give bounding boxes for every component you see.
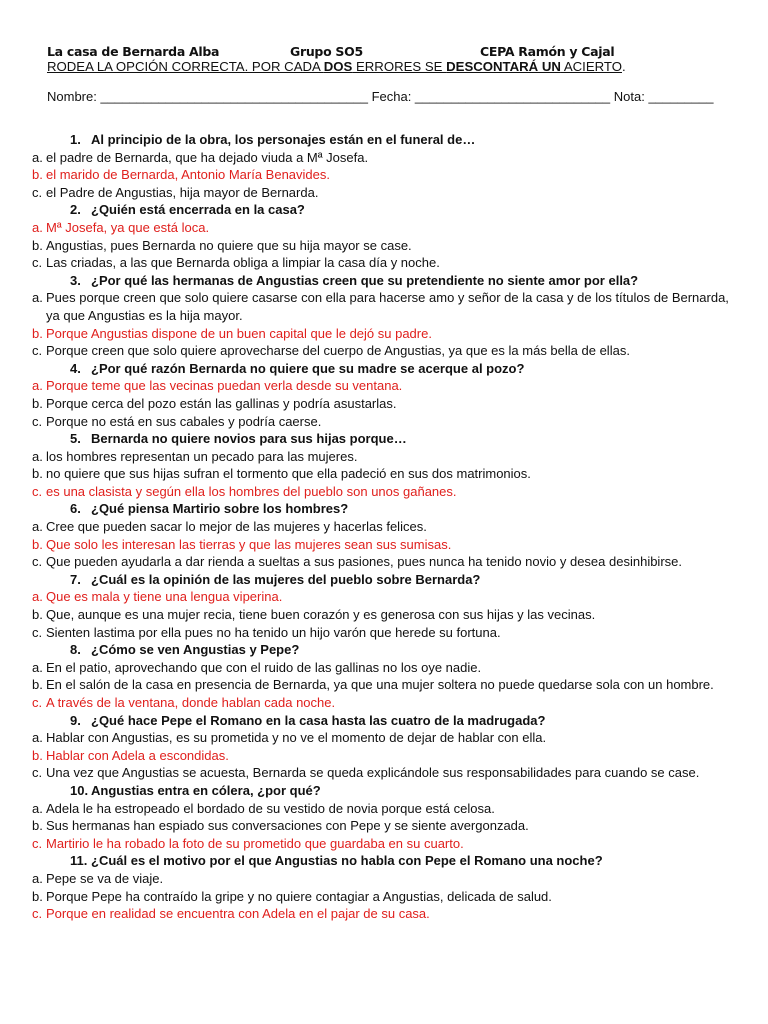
option-letter: c. (32, 413, 43, 429)
option-text: Porque Angustias dispone de un buen capital que le dejó su padre. (46, 325, 432, 341)
option-letter: a. (32, 378, 43, 394)
option-letter: b. (32, 536, 43, 552)
worksheet-header (47, 44, 748, 60)
question-text: ¿Cuál es la opinión de las mujeres del pueblo sobre Bernarda? (91, 571, 481, 587)
answer-option[interactable] (32, 395, 732, 413)
option-text: Adela le ha estropeado el bordado de su vestido de novia porque está celosa. (46, 800, 495, 816)
question-7 (32, 571, 732, 589)
option-letter: c. (32, 624, 43, 640)
option-text: el Padre de Angustias, hija mayor de Bernarda. (46, 184, 319, 200)
answer-option[interactable] (32, 553, 732, 571)
header-school: CEPA Ramón y Cajal (480, 44, 615, 59)
option-text: Hablar con Adela a escondidas. (46, 747, 229, 763)
option-letter: c. (32, 695, 43, 710)
answer-option[interactable] (32, 588, 732, 606)
option-letter: c. (32, 255, 43, 271)
question-8 (32, 641, 732, 659)
option-letter: c. (32, 906, 43, 922)
option-letter: a. (32, 800, 43, 816)
question-9 (32, 712, 732, 730)
option-letter: b. (32, 466, 43, 482)
option-letter: a. (32, 219, 43, 235)
option-text: Angustias, pues Bernarda no quiere que su hija mayor se case. (46, 237, 412, 253)
answer-option[interactable] (32, 149, 732, 167)
option-letter: a. (32, 448, 43, 464)
option-letter: c. (32, 343, 43, 359)
option-text: es una clasista y según ella los hombres del pueblo son unos gañanes. (46, 483, 457, 499)
question-4 (32, 360, 732, 378)
answer-option[interactable] (32, 166, 732, 184)
option-letter: a. (32, 730, 43, 746)
question-5 (32, 430, 732, 448)
option-letter: a. (32, 290, 43, 306)
question-number: 5. (70, 431, 81, 447)
option-text: Que es mala y tiene una lengua viperina. (46, 589, 283, 605)
answer-option[interactable] (32, 483, 732, 501)
option-text: los hombres representan un pecado para las mujeres. (46, 448, 358, 464)
answer-option[interactable] (32, 764, 732, 782)
answer-option[interactable] (32, 676, 732, 694)
answer-option[interactable] (32, 448, 732, 466)
option-text: Que, aunque es una mujer recia, tiene buen corazón y es generosa con sus hijas y las vecinas. (46, 607, 596, 623)
option-text: En el salón de la casa en presencia de Bernarda, ya que una mujer soltera no puede quedarse sola con un hombre. (46, 677, 714, 693)
question-number: 7. (70, 571, 81, 587)
option-letter: b. (32, 237, 43, 253)
question-number: 8. (70, 642, 81, 658)
option-letter: c. (32, 184, 43, 200)
question-number: 9. (70, 712, 81, 728)
option-text: Porque en realidad se encuentra con Adela en el pajar de su casa. (46, 906, 430, 922)
option-letter: a. (32, 589, 43, 605)
question-text: ¿Quién está encerrada en la casa? (91, 202, 305, 218)
option-text: Que pueden ayudarla a dar rienda a sueltas a sus pasiones, pues nunca ha tenido novio y desea desinhibirse. (46, 554, 682, 570)
instruction-bold-1: DOS (323, 59, 353, 74)
question-text: ¿Por qué razón Bernarda no quiere que su madre se acerque al pozo? (91, 360, 525, 376)
answer-option[interactable] (32, 870, 732, 888)
question-text: Angustias entra en cólera, ¿por qué? (91, 782, 321, 798)
answer-option[interactable] (32, 289, 732, 324)
question-text: ¿Cuál es el motivo por el que Angustias no habla con Pepe el Romano una noche? (91, 853, 603, 869)
answer-option[interactable] (32, 219, 732, 237)
question-list (32, 131, 732, 923)
option-letter: b. (32, 395, 43, 411)
answer-option[interactable] (32, 747, 732, 765)
option-text: Que solo les interesan las tierras y que las mujeres sean sus sumisas. (46, 536, 452, 552)
instruction-bold-2: DESCONTARÁ UN (446, 59, 561, 74)
option-letter: c. (32, 765, 43, 781)
option-text: no quiere que sus hijas sufran el tormento que ella padeció en sus dos matrimonios. (46, 466, 531, 482)
option-letter: b. (32, 607, 43, 623)
question-number: 11. (70, 853, 88, 869)
option-text: Porque creen que solo quiere aprovecharse del cuerpo de Angustias, ya que es la más bella de ellas. (46, 343, 630, 359)
question-1 (32, 131, 732, 149)
question-6 (32, 500, 732, 518)
question-number: 6. (70, 501, 81, 517)
question-number: 4. (70, 360, 81, 376)
header-title: La casa de Bernarda Alba (47, 44, 220, 59)
answer-option[interactable] (32, 624, 732, 642)
answer-option[interactable] (32, 888, 732, 906)
answer-option[interactable] (32, 606, 732, 624)
question-text: ¿Qué hace Pepe el Romano en la casa hasta las cuatro de la madrugada? (91, 712, 546, 728)
answer-option[interactable] (32, 694, 732, 712)
option-text: Pepe se va de viaje. (46, 870, 164, 886)
question-number: 3. (70, 272, 81, 288)
question-text: ¿Por qué las hermanas de Angustias creen que su pretendiente no siente amor por ella? (91, 272, 639, 288)
instruction-part-1: RODEA LA OPCIÓN CORRECTA. POR CADA (47, 59, 324, 74)
option-letter: b. (32, 325, 43, 341)
answer-option[interactable] (32, 817, 732, 835)
question-text: Al principio de la obra, los personajes están en el funeral de… (91, 132, 476, 147)
option-letter: b. (32, 818, 43, 834)
answer-option[interactable] (32, 325, 732, 343)
option-letter: c. (32, 483, 43, 499)
answer-option[interactable] (32, 342, 732, 360)
question-text: Bernarda no quiere novios para sus hijas porque… (91, 431, 407, 447)
option-text: Cree que pueden sacar lo mejor de las mujeres y hacerlas felices. (46, 519, 427, 535)
answer-option[interactable] (32, 465, 732, 483)
option-letter: b. (32, 747, 43, 763)
instruction-part-2: ERRORES SE (352, 59, 447, 74)
option-letter: b. (32, 167, 43, 183)
answer-option[interactable] (32, 518, 732, 536)
option-text: Porque no está en sus cabales y podría caerse. (46, 413, 322, 429)
question-10 (32, 782, 732, 800)
option-text: Una vez que Angustias se acuesta, Bernarda se queda explicándole sus responsabilidades para cuando se case. (46, 765, 700, 781)
option-letter: a. (32, 659, 43, 675)
question-text: ¿Qué piensa Martirio sobre los hombres? (91, 501, 349, 517)
header-group: Grupo SO5 (290, 44, 363, 59)
answer-option[interactable] (32, 905, 732, 923)
option-letter: c. (32, 554, 43, 570)
answer-option[interactable] (32, 377, 732, 395)
instruction-part-3: ACIERTO (560, 59, 622, 74)
option-text: Sus hermanas han espiado sus conversaciones con Pepe y se siente avergonzada. (46, 818, 529, 834)
option-letter: a. (32, 519, 43, 535)
option-text: Martirio le ha robado la foto de su prometido que guardaba en su cuarto. (46, 835, 464, 851)
option-text: el marido de Bernarda, Antonio María Benavides. (46, 167, 331, 183)
option-text: el padre de Bernarda, que ha dejado viuda a Mª Josefa. (46, 149, 369, 165)
option-letter: b. (32, 888, 43, 904)
student-info-line: Nombre: _____________________________________ Fecha: ___________________________ Nota: _________ (47, 89, 714, 104)
question-number: 1. (70, 132, 81, 147)
option-text: Porque Pepe ha contraído la gripe y no quiere contagiar a Angustias, delicada de salud. (46, 888, 552, 904)
option-text: Las criadas, a las que Bernarda obliga a limpiar la casa día y noche. (46, 255, 440, 271)
option-letter: b. (32, 677, 43, 693)
question-11 (32, 852, 732, 870)
answer-option[interactable] (32, 729, 732, 747)
question-number: 2. (70, 202, 81, 218)
answer-option[interactable] (32, 413, 732, 431)
option-letter: c. (32, 835, 43, 851)
answer-option[interactable] (32, 800, 732, 818)
instruction-end: . (622, 59, 626, 74)
answer-option[interactable] (32, 835, 732, 853)
answer-option[interactable] (32, 536, 732, 554)
option-letter: a. (32, 149, 43, 165)
option-letter: a. (32, 870, 43, 886)
instruction-line (47, 59, 626, 74)
answer-option[interactable] (32, 237, 732, 255)
option-text: Porque cerca del pozo están las gallinas y podría asustarlas. (46, 395, 397, 411)
option-text: Sienten lastima por ella pues no ha tenido un hijo varón que herede su fortuna. (46, 624, 501, 640)
question-2 (32, 201, 732, 219)
option-text: Mª Josefa, ya que está loca. (46, 219, 210, 235)
answer-option[interactable] (32, 184, 732, 202)
question-3 (32, 272, 732, 290)
option-text: Pues porque creen que solo quiere casarse con ella para hacerse amo y señor de la casa y de los títulos de Bernarda, ya que Angustias es la hija mayor. (46, 290, 729, 323)
option-text: En el patio, aprovechando que con el ruido de las gallinas no los oye nadie. (46, 659, 482, 675)
option-text: Hablar con Angustias, es su prometida y no ve el momento de dejar de hablar con ella. (46, 730, 547, 746)
option-text: Porque teme que las vecinas puedan verla desde su ventana. (46, 378, 403, 394)
option-text: A través de la ventana, donde hablan cada noche. (46, 695, 336, 710)
question-number: 10. (70, 782, 89, 798)
answer-option[interactable] (32, 254, 732, 272)
answer-option[interactable] (32, 659, 732, 677)
question-text: ¿Cómo se ven Angustias y Pepe? (91, 642, 300, 658)
